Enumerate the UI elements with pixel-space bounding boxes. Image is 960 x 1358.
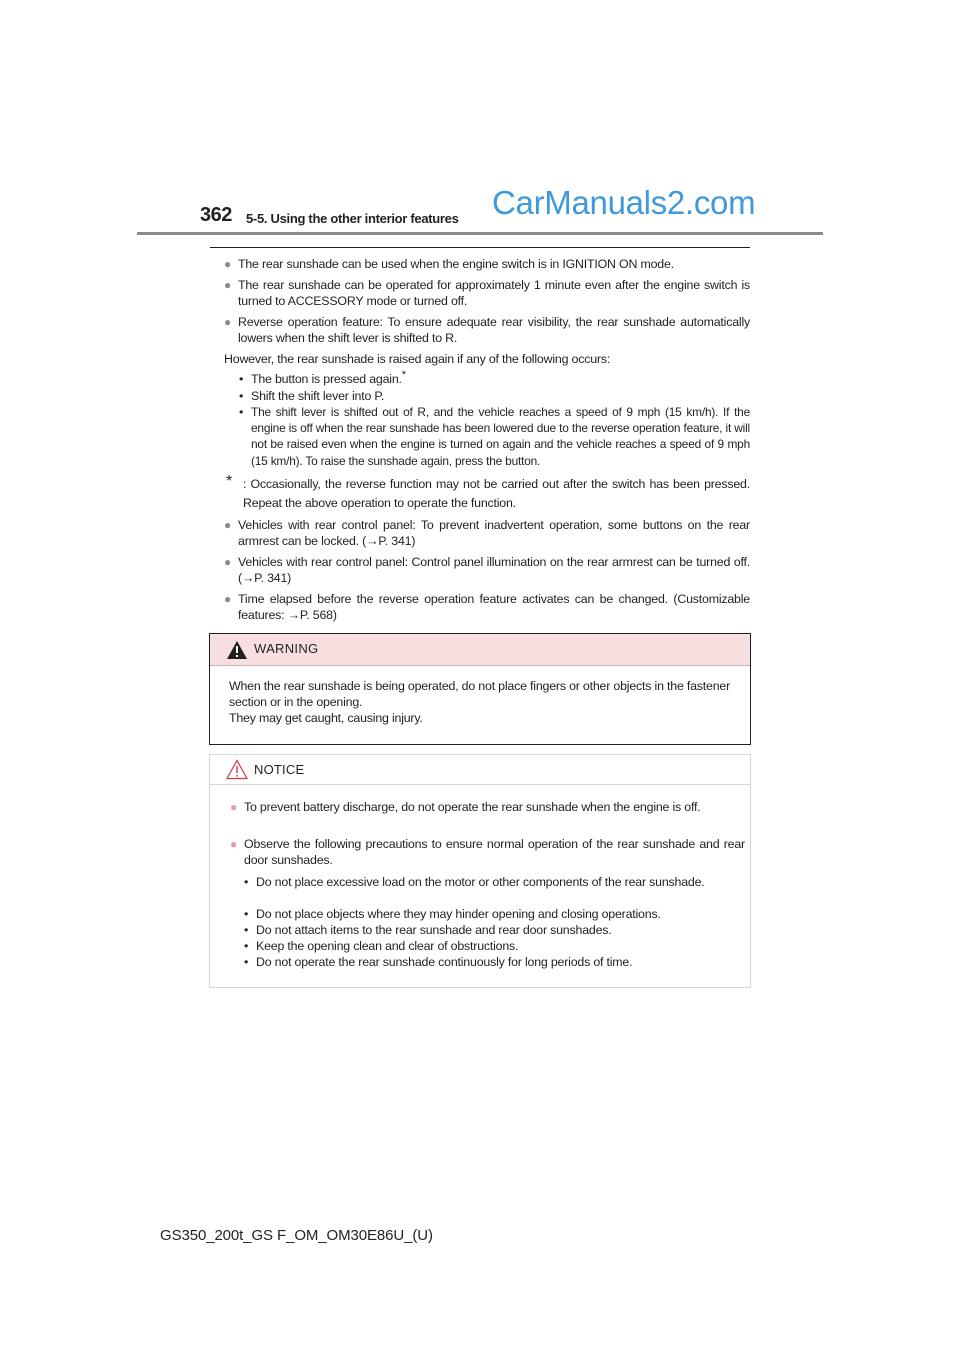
bullet-text: To prevent battery discharge, do not operate the rear sunshade when the engine is off.	[244, 800, 701, 814]
bullet-accessory-mode	[224, 277, 750, 309]
section-title: 5-5. Using the other interior features	[246, 211, 459, 226]
header-rule	[137, 232, 823, 235]
content-top-rule	[210, 247, 750, 248]
footnote-ref: *	[401, 369, 406, 381]
sub-item-text: Do not attach items to the rear sunshade and rear door sunshades.	[256, 923, 612, 937]
warning-header	[210, 634, 750, 666]
notice-sub-item: • Do not attach items to the rear sunshade and rear door sunshades.	[244, 922, 745, 938]
notice-sub-item: • Do not place excessive load on the motor or other components of the rear sunshade.	[244, 874, 745, 890]
warning-text: When the rear sunshade is being operated, do not place fingers or other objects in the fastener section or in the opening.	[229, 679, 731, 710]
warning-text: They may get caught, causing injury.	[229, 711, 423, 726]
document-code-footer: GS350_200t_GS F_OM_OM30E86U_(U)	[160, 1227, 433, 1244]
bullet-text: The rear sunshade can be used when the engine switch is in IGNITION ON mode.	[238, 257, 674, 271]
bullet-customizable	[224, 591, 750, 623]
caution-triangle-icon	[226, 759, 248, 780]
sub-item-text: The button is pressed again.	[251, 372, 402, 386]
sub-item-text: Do not operate the rear sunshade continuously for long periods of time.	[256, 955, 633, 969]
warning-title: WARNING	[254, 641, 319, 656]
sub-item-shift-p: • Shift the shift lever into P.	[239, 388, 750, 404]
sub-item-text: Shift the shift lever into P.	[251, 389, 385, 403]
bullet-ignition-on	[224, 256, 750, 272]
bullet-text: Reverse operation feature: To ensure adequate rear visibility, the rear sunshade automatically lowers when the shift lever is shifted to R.	[238, 315, 750, 346]
bullet-dot: ●	[224, 592, 232, 606]
warning-body	[229, 678, 741, 727]
sub-item-text: Keep the opening clean and clear of obstructions.	[256, 939, 519, 953]
notice-sub-item: • Do not place objects where they may hinder opening and closing operations.	[244, 906, 745, 922]
notice-sub-item: • Do not operate the rear sunshade continuously for long periods of time.	[244, 954, 745, 970]
notice-header	[210, 755, 750, 785]
bullet-dot: ●	[230, 800, 238, 814]
bullet-text: Time elapsed before the reverse operation feature activates can be changed. (Customizable features: →P. 568)	[238, 592, 750, 623]
page-number: 362	[200, 204, 232, 226]
sub-item-text: The shift lever is shifted out of R, and the vehicle reaches a speed of 9 mph (15 km/h). If the engine is off when the rear sunshade has been lowered due to the reverse operation feature, it will not be raised even when the engine is turned on again and the vehicle reaches a speed of 9 mph (15 km/h). To raise the sunshade again, press the button.	[251, 405, 750, 468]
bullet-text: Vehicles with rear control panel: Control panel illumination on the rear armrest can be turned off. (→P. 341)	[238, 555, 750, 586]
sub-item-button-pressed: • The button is pressed again.*	[239, 369, 406, 386]
footnote	[226, 475, 750, 513]
bullet-reverse-operation	[224, 314, 750, 346]
footnote-mark: *	[226, 473, 233, 490]
sub-item-shift-out-of-r: • The shift lever is shifted out of R, and the vehicle reaches a speed of 9 mph (15 km/h). If the engine is off when the rear sunshade has been lowered due to the reverse operation feature, it will not be raised even when the engine is turned on again and the vehicle reaches a speed of 9 mph (15 km/h). To raise the sunshade again, press the button.	[239, 405, 750, 468]
bullet-dot: ●	[224, 278, 232, 292]
notice-bullet-precautions	[230, 836, 745, 868]
bullet-dot: ●	[230, 837, 238, 851]
bullet-lock-buttons	[224, 517, 750, 549]
sub-item-text: Do not place objects where they may hinder opening and closing operations.	[256, 907, 661, 921]
notice-bullet-battery	[230, 799, 745, 815]
notice-title: NOTICE	[254, 762, 305, 777]
notice-box	[209, 754, 751, 988]
bullet-text: The rear sunshade can be operated for approximately 1 minute even after the engine switch is turned to ACCESSORY mode or turned off.	[238, 278, 750, 309]
footnote-text: : Occasionally, the reverse function may not be carried out after the switch has been pressed. Repeat the above operation to operate the function.	[243, 477, 750, 510]
bullet-text: Observe the following precautions to ensure normal operation of the rear sunshade and rear door sunshades.	[244, 837, 745, 868]
bullet-panel-illumination	[224, 554, 750, 586]
warning-box	[209, 633, 751, 745]
bullet-text: Vehicles with rear control panel: To prevent inadvertent operation, some buttons on the rear armrest can be locked. (→P. 341)	[238, 518, 750, 549]
bullet-dot: ●	[224, 518, 232, 532]
however-paragraph: However, the rear sunshade is raised again if any of the following occurs:	[224, 352, 611, 366]
bullet-dot: ●	[224, 555, 232, 569]
warning-triangle-icon	[226, 640, 248, 660]
bullet-dot: ●	[224, 315, 232, 329]
sub-item-text: Do not place excessive load on the motor or other components of the rear sunshade.	[256, 875, 705, 889]
notice-sub-item: • Keep the opening clean and clear of obstructions.	[244, 938, 745, 954]
watermark-logo: CarManuals2.com	[492, 184, 756, 221]
bullet-dot: ●	[224, 257, 232, 271]
